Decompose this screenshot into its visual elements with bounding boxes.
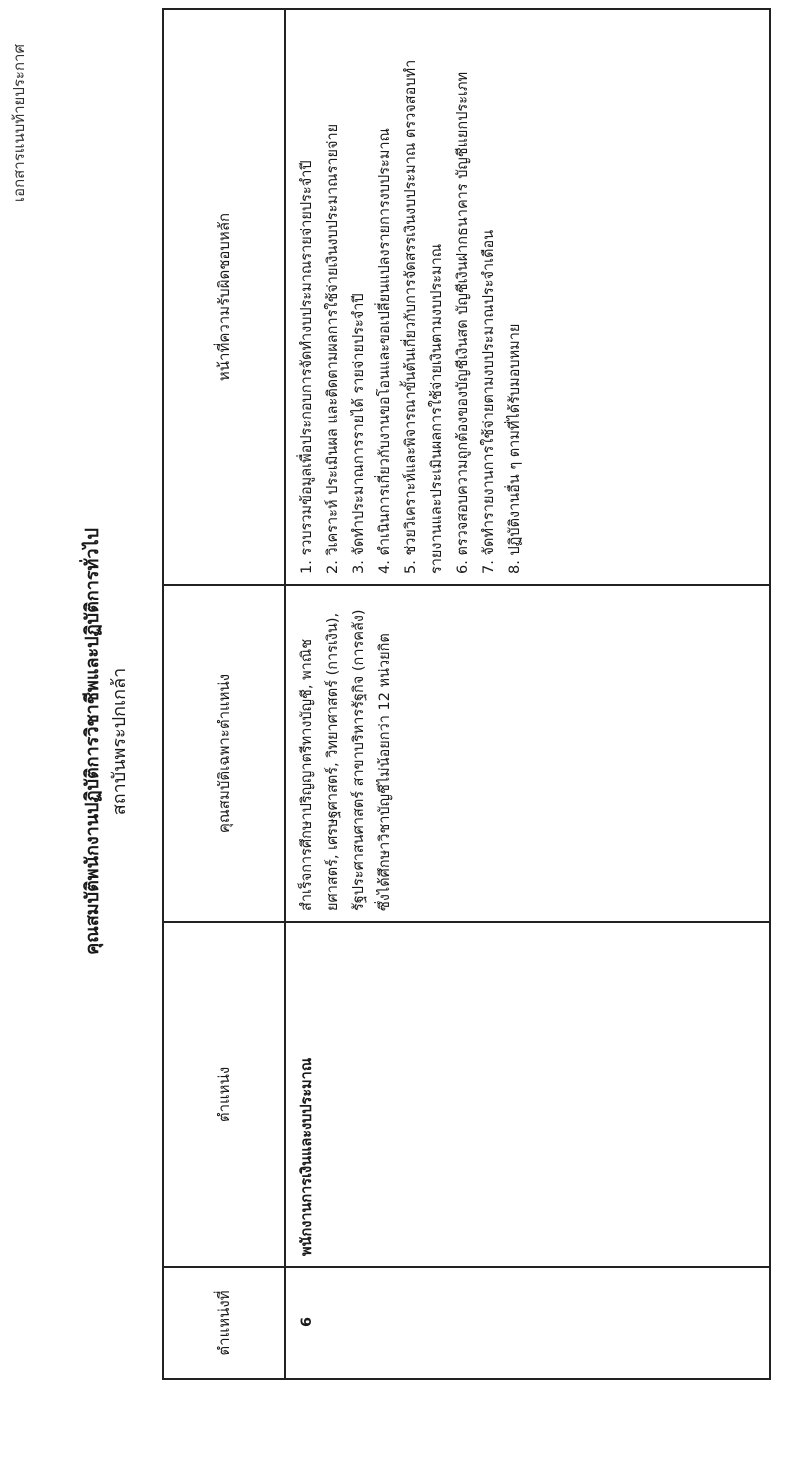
header-position-number: ตำแหน่งที่ [163,1267,285,1379]
header-duties: หน้าที่ความรับผิดชอบหลัก [163,9,285,585]
position-duties [285,9,770,585]
duty-item: 2. วิเคราะห์ ประเมินผล และติดตามผลการใช้จ่ายเงินงบประมาณรายจ่าย [325,123,341,574]
table-row [285,9,770,1379]
qualification-table [162,8,771,1380]
header-qualifications: คุณสมบัติเฉพาะตำแหน่ง [163,585,285,922]
duty-item: 5. ช่วยวิเคราะห์และพิจารณาขั้นต้นเกี่ยวกับการจัดสรรเงินงบประมาณ ตรวจสอบทำรายงานและประเมินผลการใช้จ่ายเงินตามงบประมาณ [403,59,445,574]
attachment-note: เอกสารแนบท้ายประกาศ [10,44,28,203]
duty-item: 8. ปฏิบัติงานอื่น ๆ ตามที่ได้รับมอบหมาย [507,323,523,574]
duty-item: 6. ตรวจสอบความถูกต้องของบัญชีเงินสด บัญชีเงินฝากธนาคาร บัญชีแยกประเภท [455,71,471,574]
document-title: คุณสมบัติพนักงานปฏิบัติการวิชาชีพและปฏิบัติการทั่วไป [82,528,103,955]
table-header-row [163,9,285,1379]
duty-item: 7. จัดทำรายงานการใช้จ่ายตามงบประมาณประจำเดือน [481,229,497,574]
position-number: 6 [285,1267,770,1379]
duty-item: 3. จัดทำประมาณการรายได้ รายจ่ายประจำปี [351,293,367,574]
position-title: พนักงานการเงินและงบประมาณ [285,922,770,1267]
document-subtitle: สถาบันพระปกเกล้า [109,667,130,816]
duty-item: 4. ดำเนินการเกี่ยวกับงานขอโอนและขอเปลี่ยนแปลงรายการงบประมาณ [377,128,393,574]
duty-item: 1. รวบรวมข้อมูลเพื่อประกอบการจัดทำงบประมาณรายจ่ายประจำปี [299,160,315,574]
position-qualifications: สำเร็จการศึกษาปริญญาตรีทางบัญชี, พาณิชยศาสตร์, เศรษฐศาสตร์, วิทยาศาสตร์ (การเงิน), รัฐประศาสนศาสตร์ สาขาบริหารรัฐกิจ (การคลัง) ซึ่งได้ศึกษาวิชาบัญชีไม่น้อยกว่า 12 หน่วยกิต [285,585,770,922]
header-position: ตำแหน่ง [163,922,285,1267]
